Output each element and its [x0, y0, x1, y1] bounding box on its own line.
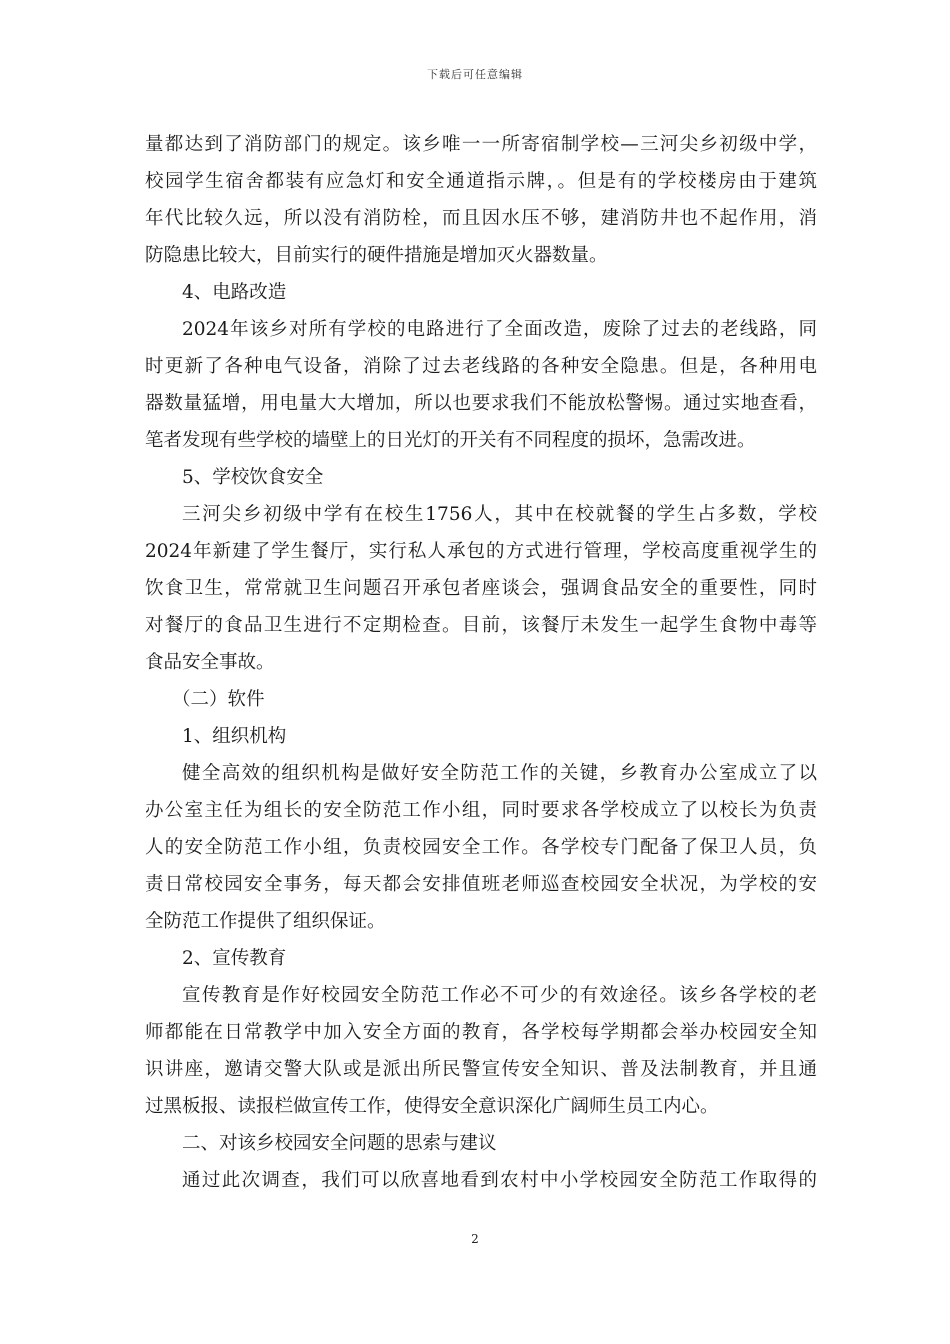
text-line: 对餐厅的食品卫生进行不定期检查。目前，该餐厅未发生一起学生食物中毒等	[145, 615, 817, 636]
text-line: 5、学校饮食安全	[182, 467, 324, 488]
text-line: 健全高效的组织机构是做好安全防范工作的关键，乡教育办公室成立了以	[182, 763, 817, 784]
text-line: 饮食卫生，常常就卫生问题召开承包者座谈会，强调食品安全的重要性，同时	[145, 578, 817, 599]
text-line: 2、宣传教育	[182, 948, 287, 969]
text-line: 量都达到了消防部门的规定。该乡唯一一所寄宿制学校—三河尖乡初级中学，	[145, 134, 817, 155]
text-line: 人的安全防范工作小组，负责校园安全工作。各学校专门配备了保卫人员，负	[145, 837, 817, 858]
text-line: 识讲座，邀请交警大队或是派出所民警宣传安全知识、普及法制教育，并且通	[145, 1059, 817, 1080]
text-line: 2024年该乡对所有学校的电路进行了全面改造，废除了过去的老线路，同	[182, 319, 817, 340]
page-number: 2	[471, 1232, 479, 1246]
text-line: 4、电路改造	[182, 282, 287, 303]
page-header: 下载后可任意编辑	[427, 68, 523, 81]
text-line: 责日常校园安全事务，每天都会安排值班老师巡查校园安全状况，为学校的安	[145, 874, 817, 895]
document-body	[145, 126, 817, 1199]
text-line: 宣传教育是作好校园安全防范工作必不可少的有效途径。该乡各学校的老	[182, 985, 817, 1006]
text-line: 师都能在日常教学中加入安全方面的教育，各学校每学期都会举办校园安全知	[145, 1022, 817, 1043]
text-line: 食品安全事故。	[145, 652, 275, 673]
text-line: 1、组织机构	[182, 726, 287, 747]
text-line: 通过此次调查，我们可以欣喜地看到农村中小学校园安全防范工作取得的	[182, 1170, 817, 1191]
text-line: 校园学生宿舍都装有应急灯和安全通道指示牌，。但是有的学校楼房由于建筑	[145, 171, 817, 192]
text-line: 2024年新建了学生餐厅，实行私人承包的方式进行管理，学校高度重视学生的	[145, 541, 817, 562]
text-line: 全防范工作提供了组织保证。	[145, 911, 386, 932]
text-line: 过黑板报、读报栏做宣传工作，使得安全意识深化广阔师生员工内心。	[145, 1096, 719, 1117]
text-line: 二、对该乡校园安全问题的思索与建议	[182, 1133, 497, 1154]
text-line: 防隐患比较大，目前实行的硬件措施是增加灭火器数量。	[145, 245, 608, 266]
text-line: 时更新了各种电气设备，消除了过去老线路的各种安全隐患。但是，各种用电	[145, 356, 817, 377]
text-line: 年代比较久远，所以没有消防栓，而且因水压不够，建消防井也不起作用，消	[145, 208, 817, 229]
text-line: 办公室主任为组长的安全防范工作小组，同时要求各学校成立了以校长为负责	[145, 800, 817, 821]
text-line: 器数量猛增，用电量大大增加，所以也要求我们不能放松警惕。通过实地查看，	[145, 393, 817, 414]
text-line: 三河尖乡初级中学有在校生1756人，其中在校就餐的学生占多数，学校	[182, 504, 817, 525]
text-line: 笔者发现有些学校的墙壁上的日光灯的开关有不同程度的损坏，急需改进。	[145, 430, 756, 451]
text-line: （二）软件	[172, 689, 265, 710]
